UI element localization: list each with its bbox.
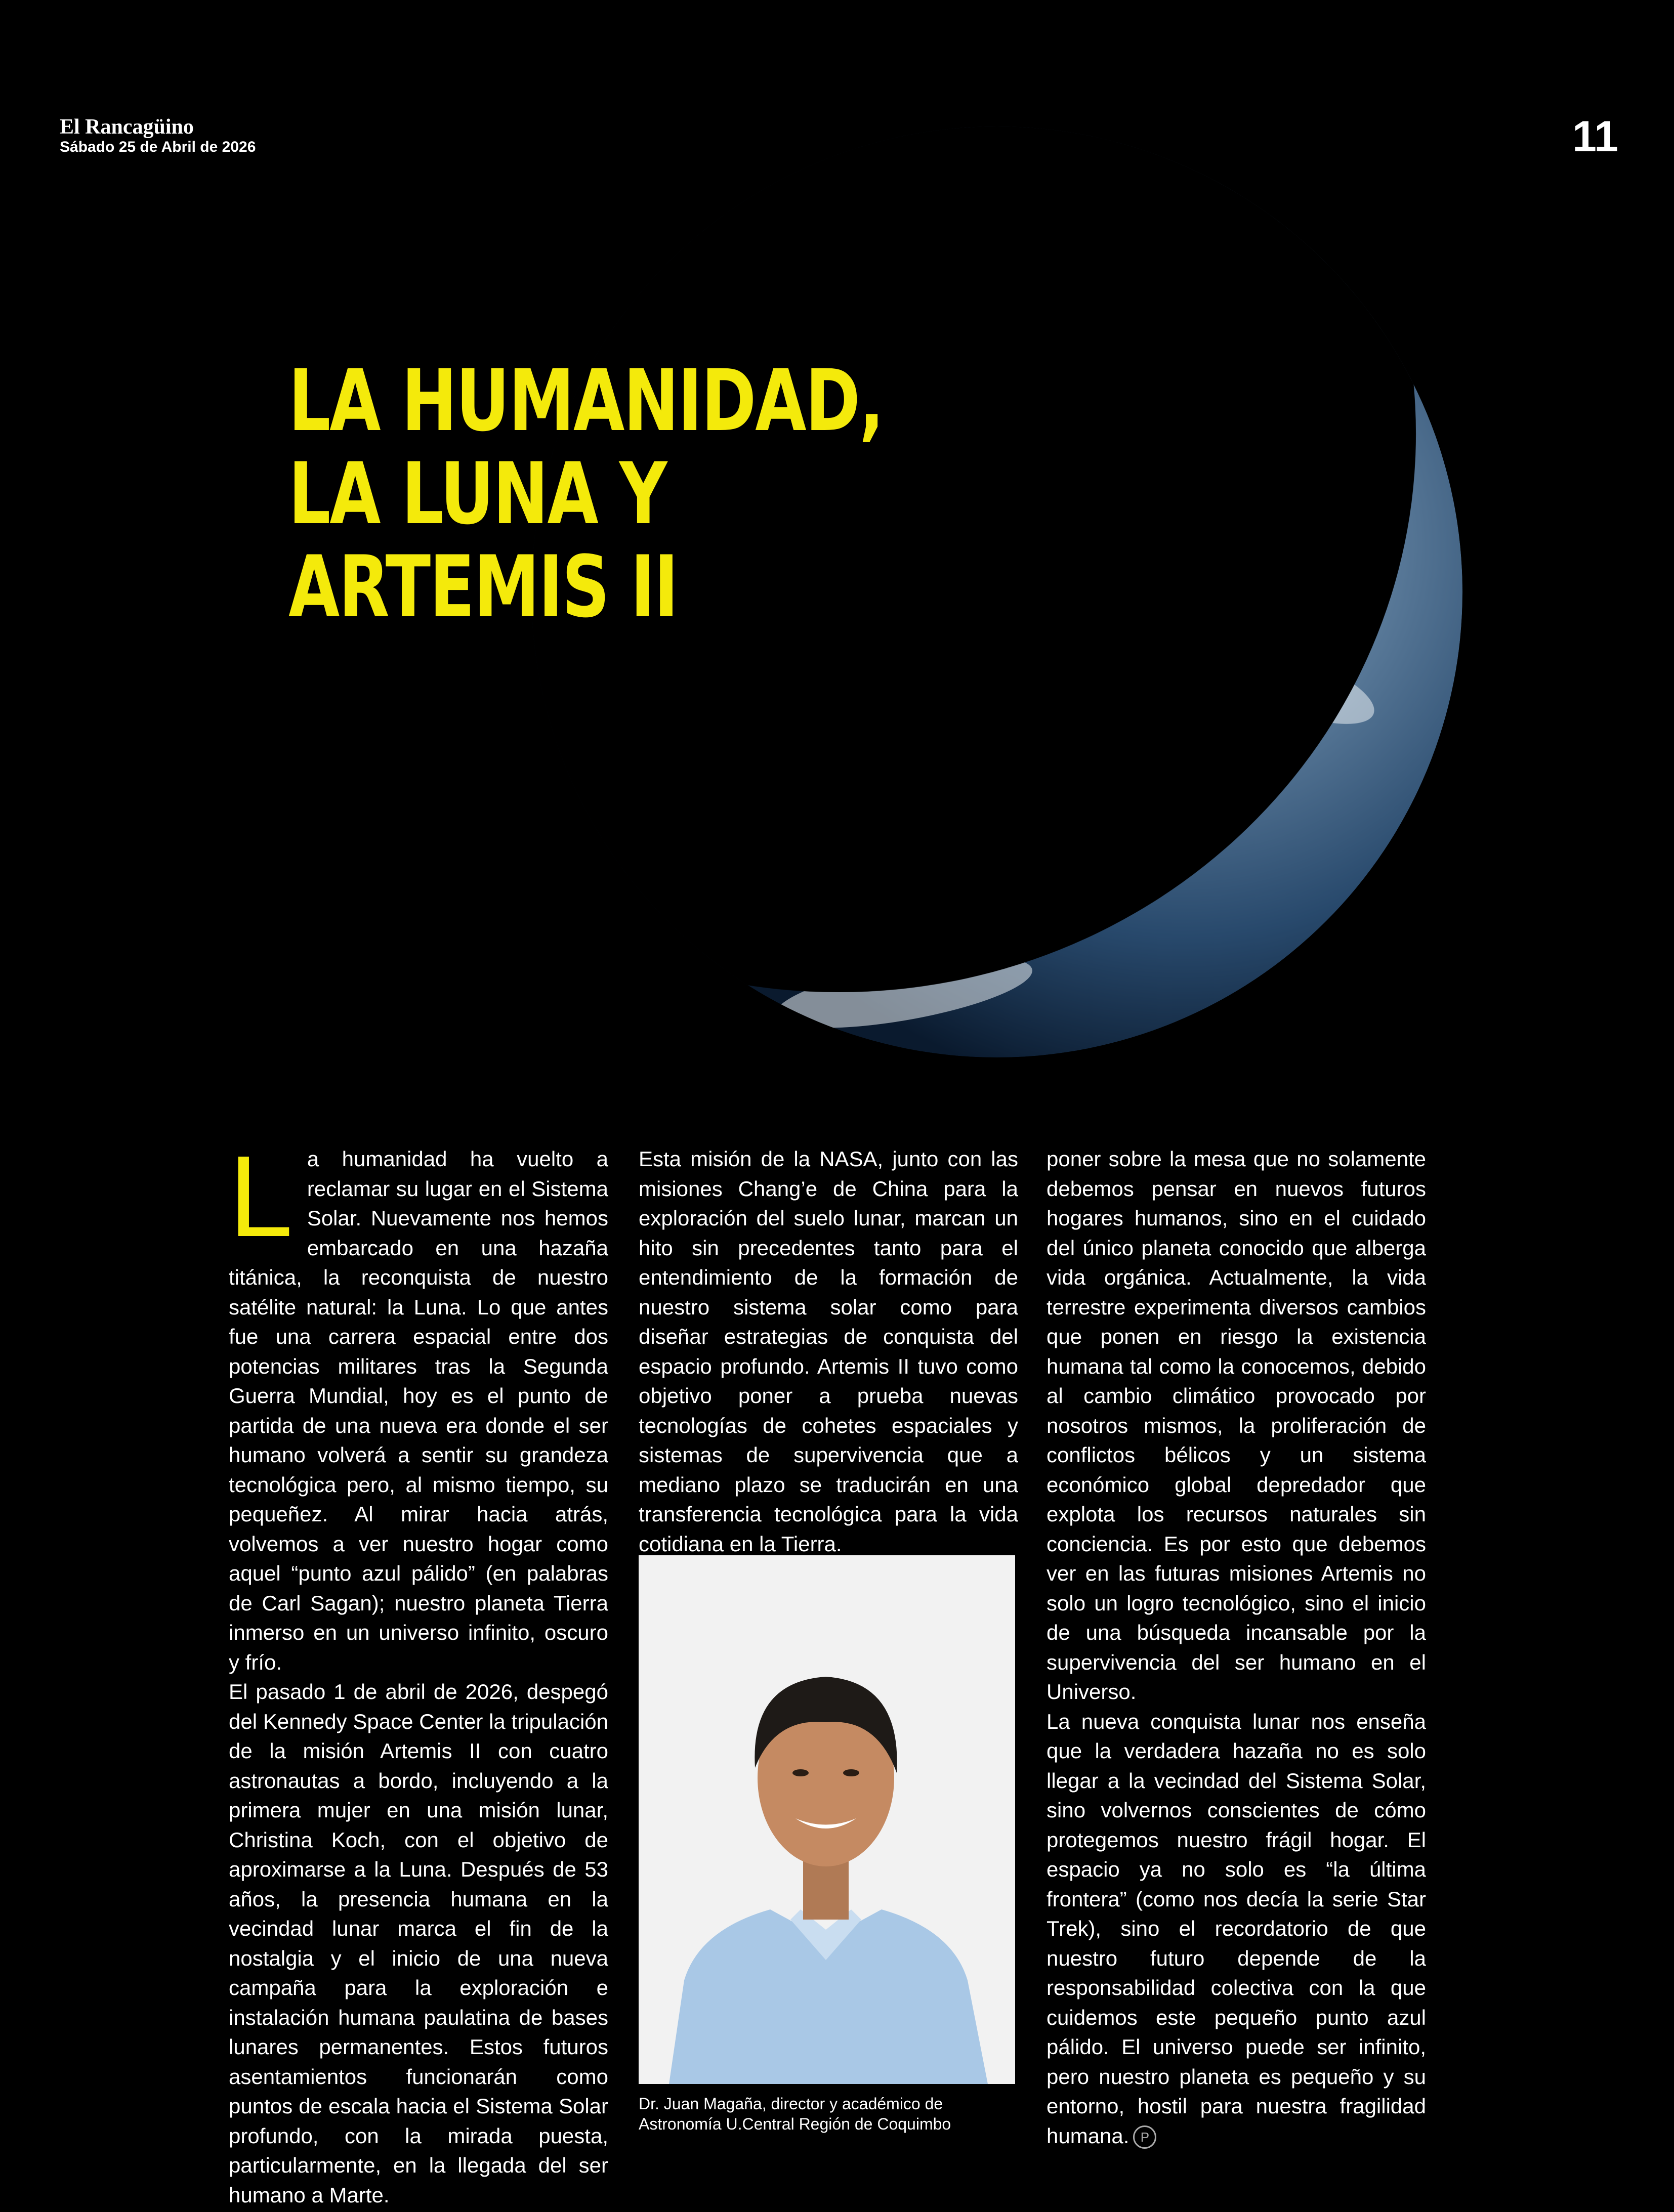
article-column-3 [1047, 1144, 1426, 2151]
headline [288, 351, 884, 636]
drop-cap: L [229, 1132, 293, 1261]
caption-line: Dr. Juan Magaña, director y académico de [639, 2095, 943, 2113]
article-paragraph: El pasado 1 de abril de 2026, despegó del Kennedy Space Center la tripulación de la misión Artemis II con cuatro astronautas a bordo, incluyendo a la primera mujer en una misión lunar, Christina Koch, con el objetivo de aproximarse a la Luna. Después de 53 años, la presencia humana en la vecindad lunar marca el fin de la nostalgia y el inicio de una nueva campaña para la exploración e instalación humana paulatina de bases lunares permanentes. Estos futuros asentamientos funcionarán como puntos de escala hacia el Sistema Solar profundo, con la mirada puesta, particularmente, en la llegada del ser humano a Marte. [229, 1680, 608, 2207]
article-paragraph: Esta misión de la NASA, junto con las misiones Chang’e de China para la exploración del suelo lunar, marcan un hito sin precedentes tanto para el entendimiento de la formación de nuestro sistema solar como para diseñar estrategias de conquista del espacio profundo. Artemis II tuvo como objetivo poner a prueba nuevas tecnologías de cohetes espaciales y sistemas de supervivencia que a mediano plazo se traducirán en una transferencia tecnológica para la vida cotidiana en la Tierra. [639, 1147, 1018, 1556]
article-paragraph: La nueva conquista lunar nos enseña que la verdadera hazaña no es solo llegar a la vecindad del Sistema Solar, sino volvernos conscientes de cómo protegemos nuestro frágil hogar. El espacio ya no solo es “la última frontera” (como nos decía la serie Star Trek), sino el recordatorio de que nuestro futuro depende de la responsabilidad colectiva con la que cuidemos este pequeño punto azul pálido. El universo puede ser infinito, pero nuestro planeta es pequeño y su entorno, hostil para nuestra fragilidad humana. [1047, 1709, 1426, 2148]
headline-line-3: ARTEMIS II [288, 537, 678, 636]
caption-line: Astronomía U.Central Región de Coquimbo [639, 2115, 951, 2133]
newspaper-name: El Rancagüino [60, 115, 194, 139]
photo-caption [639, 2094, 1043, 2134]
author-photo [639, 1555, 1015, 2084]
end-mark-icon: P [1133, 2125, 1156, 2149]
page-number: 11 [1572, 112, 1618, 161]
headline-line-2: LA LUNA Y [288, 444, 666, 543]
article-column-2 [639, 1144, 1018, 1589]
article-paragraph: a humanidad ha vuelto a reclamar su lugar en el Sistema Solar. Nuevamente nos hemos embarcado en una hazaña titánica, la reconquista de nuestro satélite natural: la Luna. Lo que antes fue una carrera espacial entre dos potencias militares tras la Segunda Guerra Mundial, hoy es el punto de partida de una nueva era donde el ser humano volverá a sentir su grandeza tecnológica pero, al mismo tiempo, su pequeñez. Al mirar hacia atrás, volvemos a ver nuestro hogar como aquel “punto azul pálido” (en palabras de Carl Sagan); nuestro planeta Tierra inmerso en un universo infinito, oscuro y frío. [229, 1147, 608, 1674]
masthead [60, 115, 256, 156]
headline-line-1: LA HUMANIDAD, [288, 351, 884, 450]
article-paragraph: poner sobre la mesa que no solamente debemos pensar en nuevos futuros hogares humanos, sino en el cuidado del único planeta conocido que alberga vida orgánica. Actualmente, la vida terrestre experimenta diversos cambios que ponen en riesgo la existencia humana tal como la conocemos, debido al cambio climático provocado por nosotros mismos, la proliferación de conflictos bélicos y un sistema económico global depredador que explota los recursos naturales sin conciencia. Es por esto que debemos ver en las futuras misiones Artemis no solo un logro tecnológico, sino el inicio de una búsqueda incansable por la supervivencia del ser humano en el Universo. [1047, 1147, 1426, 1704]
article-column-1 [229, 1132, 608, 2210]
issue-date: Sábado 25 de Abril de 2026 [60, 139, 256, 155]
